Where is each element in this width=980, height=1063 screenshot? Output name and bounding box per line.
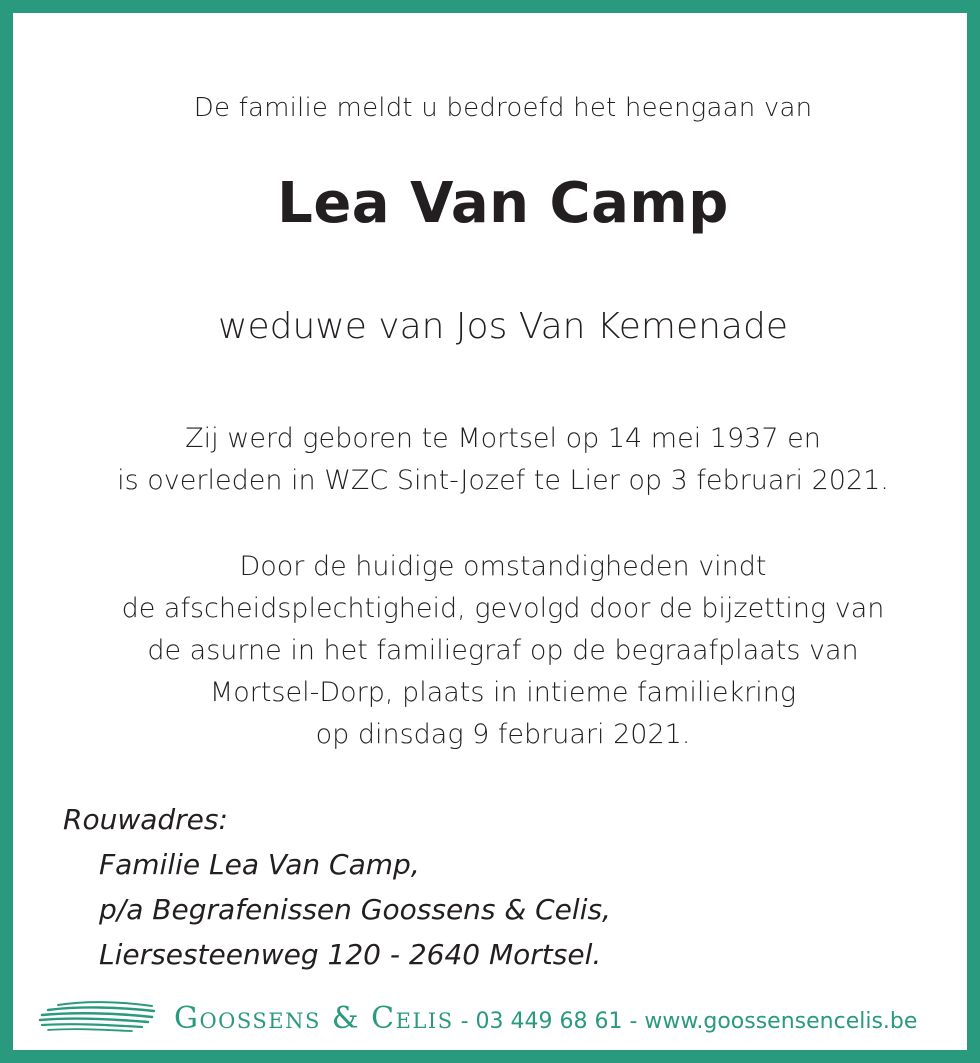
mourning-address: [63, 797, 611, 977]
phone-number[interactable]: 03 449 68 61: [475, 1009, 623, 1034]
ceremony-line: Door de huidige omstandigheden vindt: [239, 551, 767, 582]
ceremony-line: de asurne in het familiegraf op de begraafplaats van: [147, 635, 859, 666]
ceremony-line: de afscheidsplechtigheid, gevolgd door de bijzetting van: [121, 593, 885, 624]
address-heading: Rouwadres:: [63, 803, 228, 836]
footer-contact: [174, 1001, 917, 1036]
ceremony-paragraph: [13, 546, 980, 756]
intro-text: De familie meldt u bedroefd het heengaan van: [193, 93, 813, 123]
wave-logo-icon: [38, 999, 156, 1033]
ceremony-line: Mortsel-Dorp, plaats in intieme familiekring: [209, 677, 797, 708]
deceased-name: Lea Van Camp: [277, 171, 729, 236]
footer-separator: -: [622, 1009, 645, 1034]
brand-name: Goossens & Celis: [174, 1001, 454, 1036]
website-link[interactable]: www.goossensencelis.be: [644, 1009, 918, 1034]
ceremony-line: op dinsdag 9 februari 2021.: [315, 719, 691, 750]
address-line: Liersesteenweg 120 - 2640 Mortsel.: [99, 938, 602, 971]
birth-line: Zij werd geboren te Mortsel op 14 mei 1937 en: [185, 423, 821, 454]
birth-death-paragraph: [13, 418, 980, 502]
death-line: is overleden in WZC Sint-Jozef te Lier op 3 februari 2021.: [117, 465, 889, 496]
footer: [38, 995, 948, 1039]
footer-separator: -: [453, 1009, 476, 1034]
widow-text: weduwe van Jos Van Kemenade: [218, 306, 788, 347]
address-line: Familie Lea Van Camp,: [99, 848, 420, 881]
address-line: p/a Begrafenissen Goossens & Celis,: [99, 893, 611, 926]
